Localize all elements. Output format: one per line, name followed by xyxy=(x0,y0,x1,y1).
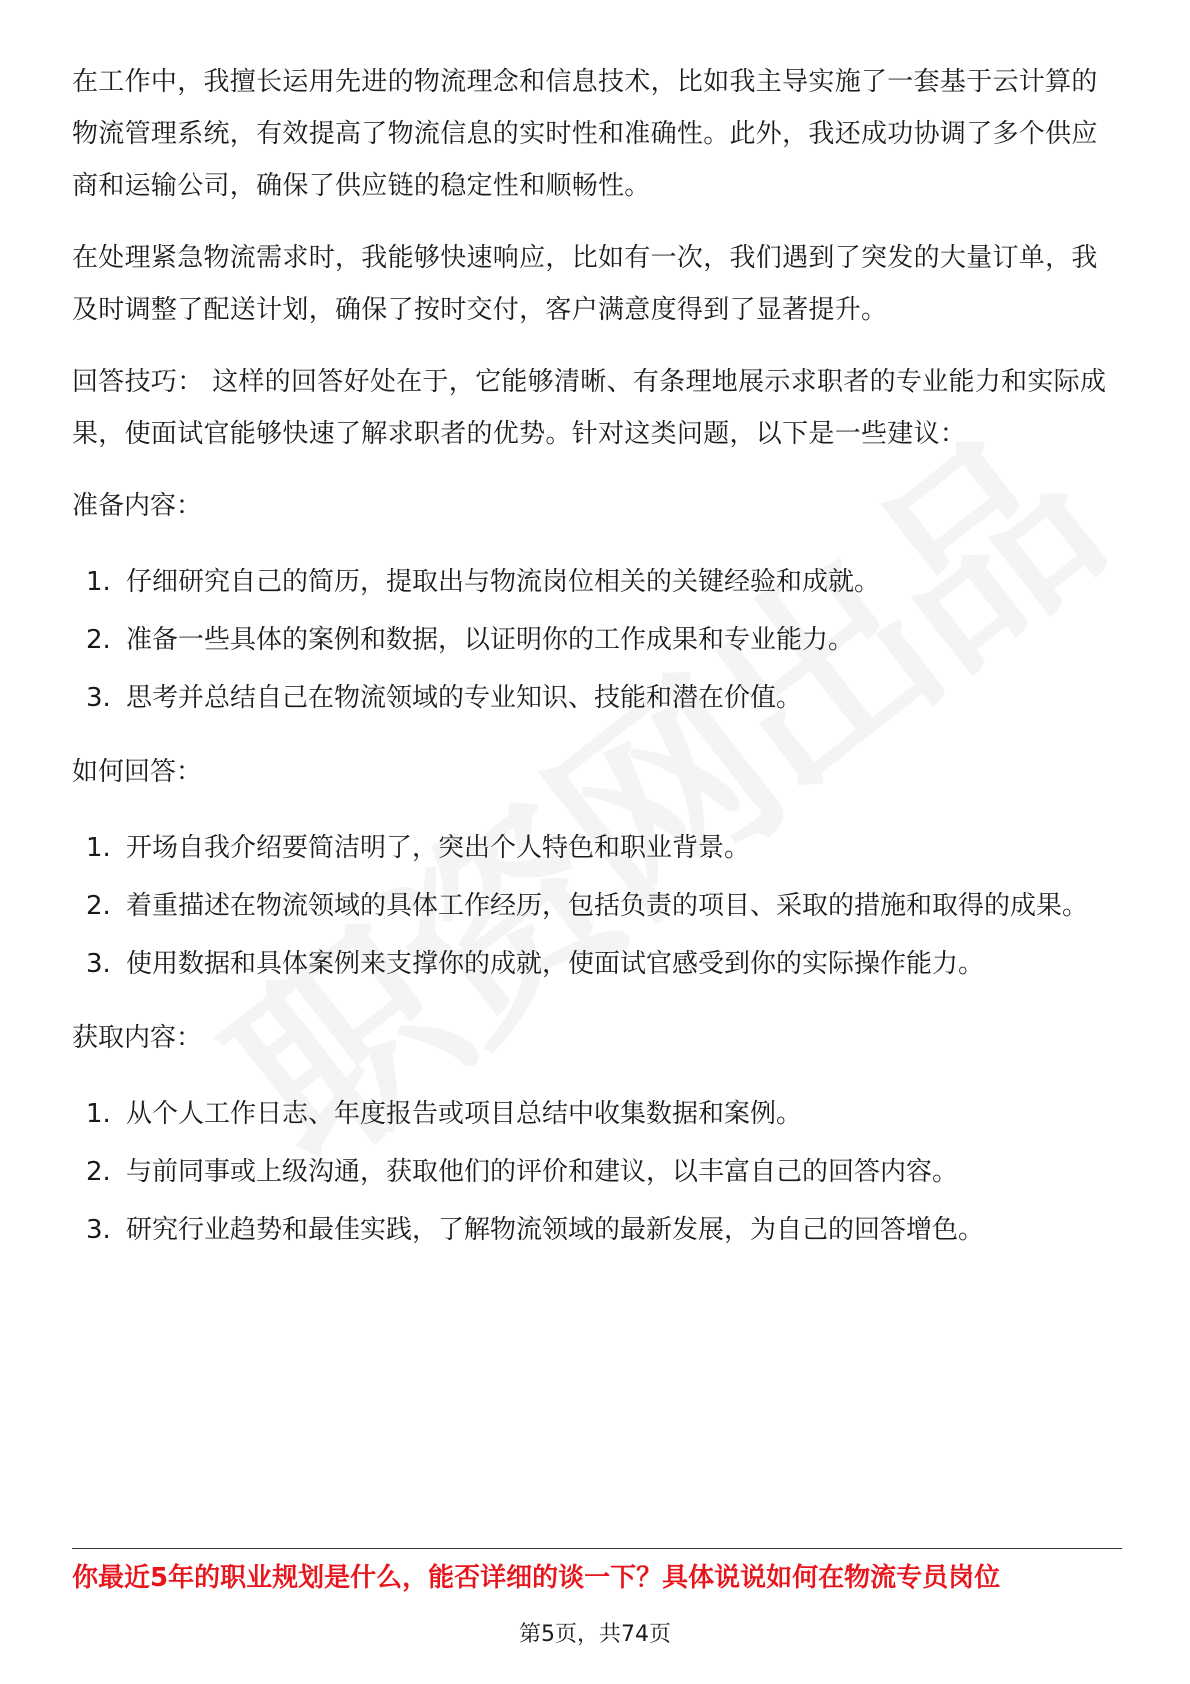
section-heading: 如何回答： xyxy=(72,757,203,787)
list-item xyxy=(72,1088,1122,1140)
list-item xyxy=(72,1204,1122,1256)
section-heading: 获取内容： xyxy=(72,1023,203,1053)
list-item-text: 开场自我介绍要简洁明了，突出个人特色和职业背景。 xyxy=(126,833,751,863)
list-item-text: 研究行业趋势和最佳实践，了解物流领域的最新发展，为自己的回答增色。 xyxy=(126,1215,985,1245)
list-number: 1. xyxy=(86,1099,111,1129)
section-heading: 准备内容： xyxy=(72,491,203,521)
section-prepare xyxy=(72,480,1122,724)
page-number: 第5页，共74页 xyxy=(519,1622,671,1647)
paragraph-answer-tips: 回答技巧： 这样的回答好处在于，它能够清晰、有条理地展示求职者的专业能力和实际成果，使面试官能够快速了解求职者的优势。针对这类问题，以下是一些建议： xyxy=(72,367,1107,449)
next-question-heading: 你最近5年的职业规划是什么，能否详细的谈一下？具体说说如何在物流专员岗位 xyxy=(72,1563,1001,1593)
divider xyxy=(72,1548,1122,1549)
paragraph-urgent-demand: 在处理紧急物流需求时，我能够快速响应，比如有一次，我们遇到了突发的大量订单，我及时调整了配送计划，确保了按时交付，客户满意度得到了显著提升。 xyxy=(72,243,1098,325)
list-item-text: 准备一些具体的案例和数据，以证明你的工作成果和专业能力。 xyxy=(126,625,855,655)
list-item xyxy=(72,822,1122,874)
list-item xyxy=(72,938,1122,990)
list-item-text: 仔细研究自己的简历，提取出与物流岗位相关的关键经验和成就。 xyxy=(126,567,881,597)
numbered-list xyxy=(72,822,1122,990)
list-item xyxy=(72,880,1122,932)
list-item xyxy=(72,614,1122,666)
list-number: 1. xyxy=(86,567,111,597)
section-get-content xyxy=(72,1012,1122,1256)
list-item xyxy=(72,1146,1122,1198)
paragraph-work-experience: 在工作中，我擅长运用先进的物流理念和信息技术，比如我主导实施了一套基于云计算的物流管理系统，有效提高了物流信息的实时性和准确性。此外，我还成功协调了多个供应商和运输公司，确保了供应链的稳定性和顺畅性。 xyxy=(72,67,1098,201)
numbered-list xyxy=(72,556,1122,724)
list-item xyxy=(72,556,1122,608)
list-number: 3. xyxy=(86,683,111,713)
list-number: 2. xyxy=(86,1157,111,1187)
list-item-text: 思考并总结自己在物流领域的专业知识、技能和潜在价值。 xyxy=(126,683,803,713)
list-number: 2. xyxy=(86,625,111,655)
list-number: 3. xyxy=(86,949,111,979)
list-item xyxy=(72,672,1122,724)
list-item-text: 着重描述在物流领域的具体工作经历，包括负责的项目、采取的措施和取得的成果。 xyxy=(126,891,1089,921)
list-item-text: 与前同事或上级沟通，获取他们的评价和建议，以丰富自己的回答内容。 xyxy=(126,1157,959,1187)
list-number: 3. xyxy=(86,1215,111,1245)
list-number: 2. xyxy=(86,891,111,921)
list-number: 1. xyxy=(86,833,111,863)
list-item-text: 使用数据和具体案例来支撑你的成就，使面试官感受到你的实际操作能力。 xyxy=(126,949,985,979)
content-area xyxy=(72,56,1122,1278)
list-item-text: 从个人工作日志、年度报告或项目总结中收集数据和案例。 xyxy=(126,1099,803,1129)
section-how-to-answer xyxy=(72,746,1122,990)
numbered-list xyxy=(72,1088,1122,1256)
